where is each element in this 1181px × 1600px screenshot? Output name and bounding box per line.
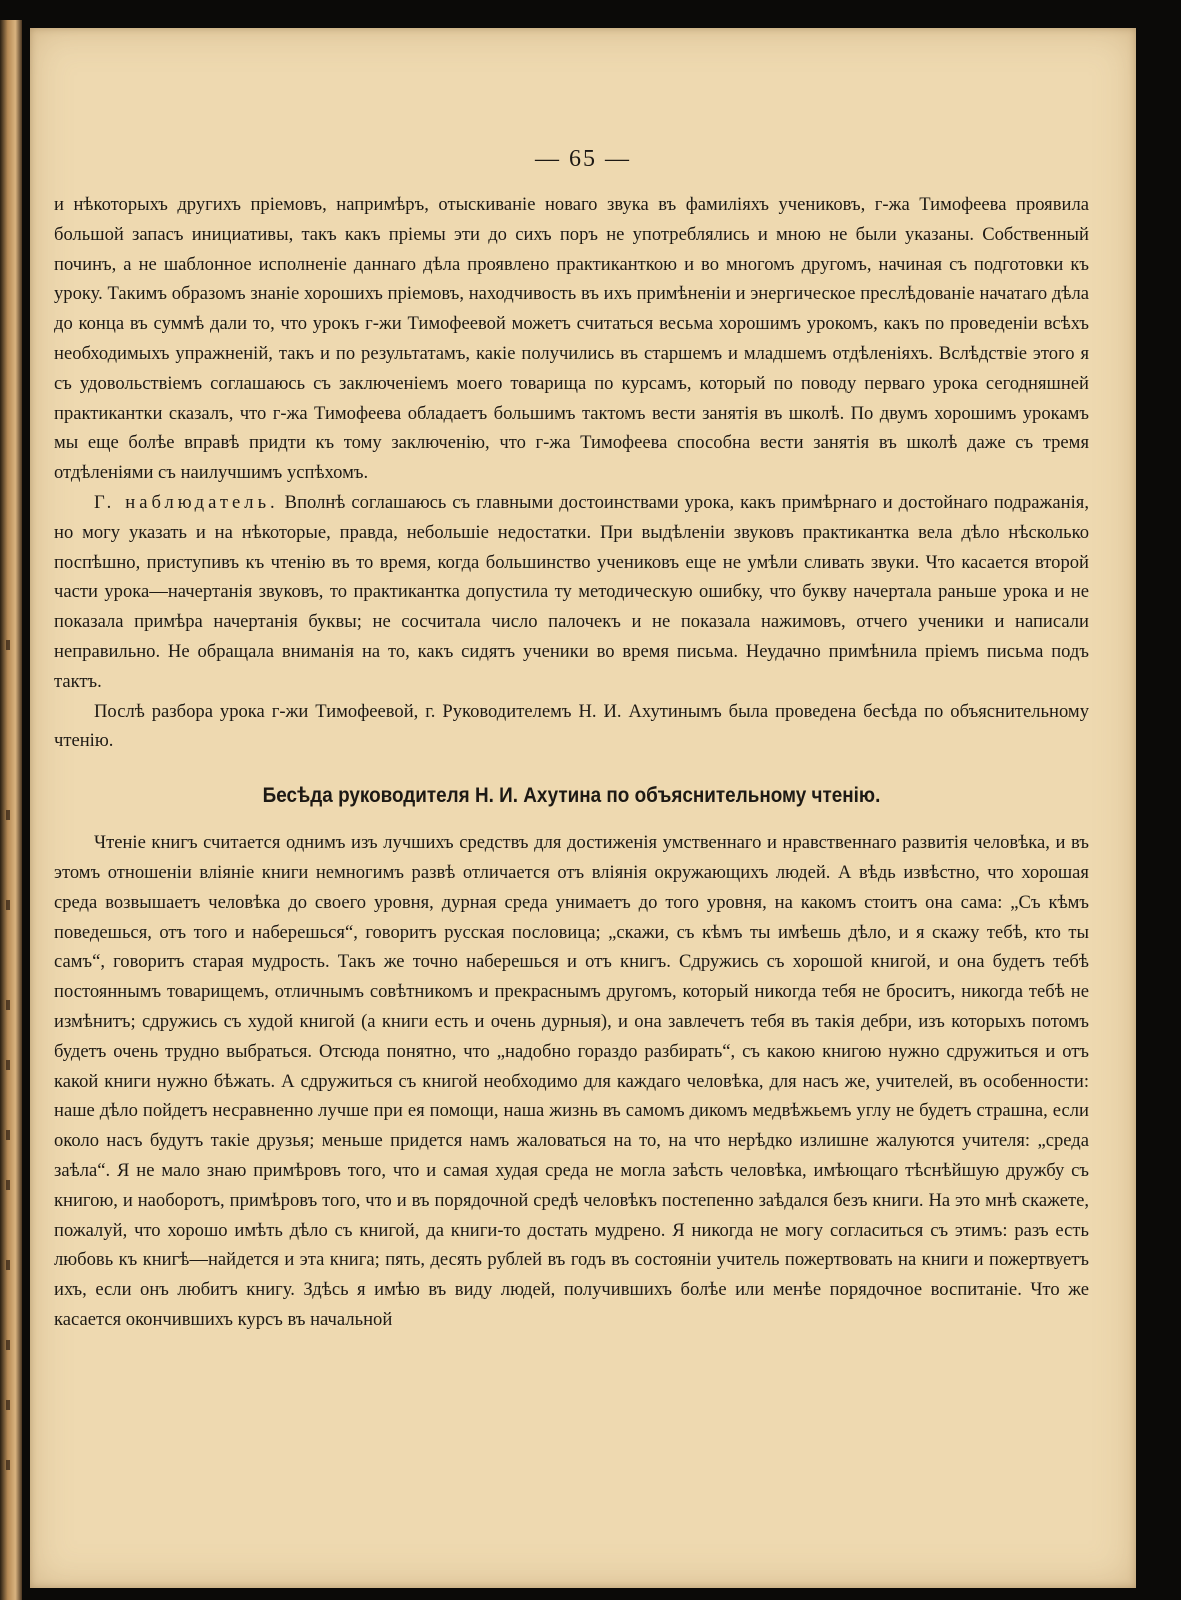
page-body	[54, 190, 1089, 1335]
book-page	[30, 28, 1136, 1588]
speaker-label: Г. наблюдатель.	[94, 491, 279, 513]
paragraph-2-text: Вполнѣ соглашаюсь съ главными достоинствами урока, какъ примѣрнаго и достойнаго подражанія, но могу указать и на нѣкоторые, правда, небольшіе недостатки. При выдѣленіи звуковъ практикантка вела дѣло нѣсколько поспѣшно, приступивъ къ чтенію въ то время, когда большинство учениковъ еще не умѣли сливать звуки. Что касается второй части урока—начертанія звуковъ, то практикантка допустила ту методическую ошибку, что букву начертала раньше урока и не показала примѣра начертанія буквы; не сосчитала число палочекъ и не показала нажимовъ, отчего ученики и написали неправильно. Не обращала вниманія на то, какъ сидятъ ученики во время письма. Неудачно примѣнила пріемъ письма подъ тактъ.	[54, 491, 1089, 692]
paragraph-1: и нѣкоторыхъ другихъ пріемовъ, напримѣръ, отыскиваніе новаго звука въ фамиліяхъ учениковъ, г-жа Тимофеева проявила большой запасъ инициативы, такъ какъ пріемы эти до сихъ поръ не употреблялись и мною не были указаны. Собственный починъ, а не шаблонное исполненіе даннаго дѣла проявлено практиканткою и во многомъ другомъ, начиная съ подготовки къ уроку. Такимъ образомъ знаніе хорошихъ пріемовъ, находчивость въ ихъ примѣненіи и энергическое преслѣдованіе начатаго дѣла до конца въ суммѣ дали то, что урокъ г-жи Тимофеевой можетъ считаться весьма хорошимъ урокомъ, какъ по проведеніи всѣхъ необходимыхъ упражненій, такъ и по результатамъ, какіе получились въ старшемъ и младшемъ отдѣленіяхъ. Вслѣдствіе этого я съ удовольствіемъ соглашаюсь съ заключеніемъ моего товарища по курсамъ, который по поводу перваго урока сегодняшней практикантки сказалъ, что г-жа Тимофеева обладаетъ большимъ тактомъ вести занятія въ школѣ. По двумъ хорошимъ урокамъ мы еще болѣе вправѣ придти къ тому заключенію, что г-жа Тимофеева способна вести занятія въ школѣ даже съ тремя отдѣленіями съ наилучшимъ успѣхомъ.	[54, 194, 1089, 484]
section-heading: Бесѣда руководителя Н. И. Ахутина по объяснительному чтенію.	[262, 784, 881, 808]
paragraph-3: Послѣ разбора урока г-жи Тимофеевой, г. Руководителемъ Н. И. Ахутинымъ была проведена бесѣда по объяснительному чтенію.	[54, 700, 1089, 752]
page-number: — 65 —	[535, 146, 631, 172]
paragraph-2	[54, 488, 1089, 697]
adjacent-page-edge	[0, 20, 22, 1600]
paragraph-4: Чтеніе книгъ считается однимъ изъ лучшихъ средствъ для достиженія умственнаго и нравственнаго развитія человѣка, и въ этомъ отношеніи вліяніе книги немногимъ развѣ отличается отъ вліянія окружающихъ людей. А вѣдь извѣстно, что хорошая среда возвышаетъ человѣка до своего уровня, дурная среда унимаетъ до того уровня, на какомъ стоитъ она сама: „Съ кѣмъ поведешься, отъ того и наберешься“, говоритъ русская пословица; „скажи, съ кѣмъ ты имѣешь дѣло, и я скажу тебѣ, кто ты самъ“, говоритъ старая мудрость. Такъ же точно наберешься и отъ книгъ. Сдружись съ хорошой книгой, и она будетъ тебѣ постояннымъ товарищемъ, отличнымъ совѣтникомъ и прекраснымъ другомъ, который никогда тебя не броситъ, никогда тебѣ не измѣнитъ; сдружись съ худой книгой (а книги есть и очень дурныя), и она завлечетъ тебя въ такія дебри, изъ которыхъ потомъ будетъ очень трудно выбраться. Отсюда понятно, что „надобно гораздо разбирать“, съ какою книгою нужно сдружиться и отъ какой книги нужно бѣжать. А сдружиться съ книгой необходимо для каждаго человѣка, для насъ же, учителей, въ особенности: наше дѣло пойдетъ несравненно лучше при ея помощи, наша жизнь въ самомъ дикомъ медвѣжьемъ углу не будетъ страшна, если около насъ будутъ такіе друзья; меньше придется намъ жаловаться на то, на что нерѣдко излишне жалуются учителя: „среда заѣла“. Я не мало знаю примѣровъ того, что и самая худая среда не могла заѣсть человѣка, имѣющаго тѣснѣйшую дружбу съ книгою, и наоборотъ, примѣровъ того, что и въ порядочной средѣ человѣкъ постепенно заѣдался безъ книги. На это мнѣ скажете, пожалуй, что хорошо имѣть дѣло съ книгой, да книги-то достать мудрено. Я никогда не могу согласиться съ этимъ: разъ есть любовь къ книгѣ—найдется и эта книга; пять, десять рублей въ годъ въ состояніи учитель пожертвовать на книги и пожертвуетъ ихъ, если онъ любитъ книгу. Здѣсь я имѣю въ виду людей, получившихъ болѣе или менѣе порядочное воспитаніе. Что же касается окончившихъ курсъ въ начальной	[54, 832, 1089, 1330]
